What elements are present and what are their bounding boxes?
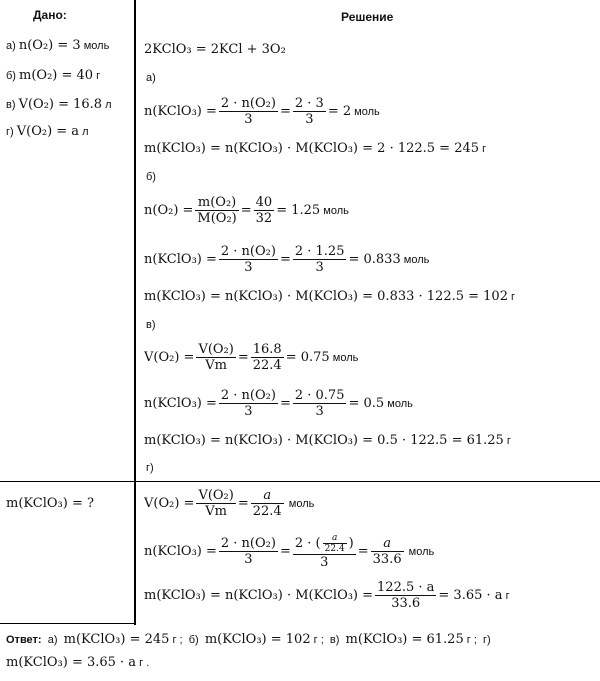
denominator: 3: [244, 552, 253, 567]
denominator: 22.4: [252, 358, 282, 373]
numerator: 16.8: [252, 342, 282, 357]
fraction: [293, 388, 347, 419]
unit: г: [506, 434, 511, 447]
answer-b-expr: m(KClO₃) = 102: [204, 632, 311, 647]
fraction: [375, 580, 436, 611]
unit: моль: [323, 204, 349, 217]
numerator: 40: [255, 195, 273, 210]
answer-d-expr: m(KClO₃) = 3.65 · a: [6, 655, 137, 670]
numerator: V(O₂): [198, 488, 234, 503]
result: = 0.75: [285, 350, 330, 365]
denominator: Vm: [205, 358, 227, 373]
n-lhs: n(KClO₃) =: [144, 104, 217, 119]
given-item-unit: л: [105, 98, 112, 111]
denominator: M(O₂): [197, 211, 237, 226]
fraction: [219, 388, 278, 419]
n-lhs: n(KClO₃) =: [144, 396, 217, 411]
fraction: [251, 342, 284, 373]
numerator: 2 · ( $\frac{a}{22.4}$ ): [294, 533, 354, 554]
answer-a-unit: г ;: [172, 633, 183, 646]
answer-c-expr: m(KClO₃) = 61.25: [345, 632, 464, 647]
unit: моль: [332, 351, 359, 364]
given-item-a: [6, 38, 109, 53]
case-d-m-equation: [144, 580, 510, 611]
denominator: 3: [244, 112, 253, 127]
equals-sign: =: [279, 104, 291, 119]
denominator: 3: [305, 112, 314, 127]
case-b-no2-equation: [144, 195, 349, 226]
inner-numerator: a: [323, 533, 347, 544]
fraction: [219, 536, 278, 567]
nested-fraction: [293, 533, 356, 570]
fraction: [219, 96, 278, 127]
case-a-m-equation: [144, 141, 486, 156]
given-item-label: а): [6, 39, 16, 52]
numerator-prefix: 2 ·: [294, 536, 312, 551]
case-a-label: а): [146, 72, 156, 84]
given-item-unit: моль: [83, 39, 110, 52]
unit: г: [482, 142, 487, 155]
solution-header: Решение: [341, 10, 394, 24]
result: = 2: [327, 104, 352, 119]
answer-c-label: в): [329, 633, 340, 646]
case-a-n-equation: [144, 96, 380, 127]
case-d-label: г): [146, 462, 154, 474]
numerator: 122.5 · a: [377, 580, 435, 595]
answer-line-1: [6, 632, 491, 647]
denominator: 3: [244, 260, 253, 275]
denominator: 3: [315, 260, 324, 275]
equals-sign: =: [237, 496, 249, 511]
case-d-v-equation: [144, 488, 314, 519]
equals-sign: =: [237, 350, 249, 365]
case-c-n-equation: [144, 388, 413, 419]
numerator: a: [371, 536, 404, 552]
v-lhs: V(O₂) =: [144, 496, 195, 511]
case-c-label: в): [146, 319, 156, 331]
case-b-n-equation: [144, 244, 429, 275]
answer-d-label: г): [483, 633, 491, 646]
case-b-label: б): [146, 171, 156, 183]
n-lhs: n(O₂) =: [144, 203, 194, 218]
given-item-label: г): [6, 125, 14, 138]
answer-b-label: б): [188, 633, 199, 646]
case-d-n-equation: [144, 533, 434, 570]
numerator: 2 · 0.75: [294, 388, 345, 403]
inner-denominator: 22.4: [324, 544, 345, 554]
numerator: V(O₂): [198, 342, 234, 357]
m-expression: m(KClO₃) = n(KClO₃) · M(KClO₃) = 0.5 · 122.5 = 61.25: [144, 433, 504, 448]
numerator: 2 · 1.25: [294, 244, 345, 259]
result: = 0.833: [348, 252, 401, 267]
given-header: Дано:: [33, 8, 67, 22]
result: = 1.25: [276, 203, 321, 218]
fraction: [293, 96, 326, 127]
v-lhs: V(O₂) =: [144, 350, 195, 365]
given-item-b: [6, 68, 100, 83]
given-item-expr: m(O₂) = 40: [19, 68, 94, 83]
answer-label: Ответ:: [6, 633, 42, 646]
numerator: 2 · n(O₂): [220, 244, 276, 259]
given-find-separator: [0, 481, 136, 482]
result: = 0.5: [348, 396, 385, 411]
given-item-unit: г: [96, 69, 101, 82]
equals-sign: =: [279, 252, 291, 267]
denominator: 33.6: [391, 596, 421, 611]
equals-sign: =: [279, 544, 291, 559]
numerator: m(O₂): [195, 195, 238, 211]
case-b-m-equation: [144, 289, 515, 304]
answer-b-unit: г ;: [313, 633, 324, 646]
numerator: a: [251, 488, 284, 504]
denominator: 3: [315, 404, 324, 419]
given-item-c: [6, 97, 112, 112]
solution-d-separator: [136, 481, 600, 482]
fraction: [371, 536, 404, 567]
numerator: 2 · n(O₂): [220, 536, 276, 551]
equals-sign: =: [279, 396, 291, 411]
fraction: [195, 195, 238, 226]
case-c-v-equation: [144, 342, 358, 373]
given-item-label: б): [6, 69, 16, 82]
fraction: [196, 488, 235, 519]
inner-fraction: [323, 533, 347, 554]
given-item-expr: V(O₂) = a: [16, 124, 80, 139]
answer-line-2: [6, 655, 149, 670]
given-item-expr: n(O₂) = 3: [18, 38, 81, 53]
n-lhs: n(KClO₃) =: [144, 544, 217, 559]
unit: моль: [387, 397, 413, 410]
denominator: 22.4: [252, 504, 282, 519]
m-expression: m(KClO₃) = n(KClO₃) · M(KClO₃) = 2 · 122.5 = 245: [144, 141, 480, 156]
denominator: 3: [320, 555, 329, 570]
given-item-d: [6, 124, 89, 139]
fraction: [251, 488, 284, 519]
answer-c-unit: г ;: [466, 633, 477, 646]
result: = 3.65 · a: [438, 588, 503, 603]
find-expression: m(KClO₃) = ?: [6, 496, 94, 511]
m-lhs: m(KClO₃) = n(KClO₃) · M(KClO₃) =: [144, 588, 374, 603]
equals-sign: =: [357, 544, 369, 559]
case-c-m-equation: [144, 433, 511, 448]
unit: моль: [403, 253, 430, 266]
denominator: 3: [244, 404, 253, 419]
answer-d-unit: г .: [139, 656, 150, 669]
column-divider: [134, 0, 136, 625]
denominator: 32: [255, 211, 273, 226]
unit: моль: [288, 497, 315, 510]
numerator: 2 · n(O₂): [220, 96, 276, 111]
fraction: [219, 244, 278, 275]
given-item-unit: л: [82, 125, 89, 138]
numerator: 2 · 3: [294, 96, 324, 111]
unit: моль: [408, 545, 435, 558]
unit: моль: [354, 105, 380, 118]
fraction: [196, 342, 235, 373]
answer-a-label: а): [47, 633, 58, 646]
unit: г: [505, 589, 510, 602]
fraction: [293, 244, 347, 275]
equals-sign: =: [240, 203, 252, 218]
given-item-label: в): [6, 98, 16, 111]
given-item-expr: V(O₂) = 16.8: [18, 97, 103, 112]
unit: г: [511, 290, 516, 303]
numerator: 2 · n(O₂): [220, 388, 276, 403]
denominator: 33.6: [372, 552, 402, 567]
fraction: [254, 195, 275, 226]
denominator: Vm: [205, 504, 227, 519]
reaction-equation: 2KClO₃ = 2KCl + 3O₂: [144, 42, 286, 57]
answer-a-expr: m(KClO₃) = 245: [63, 632, 170, 647]
n-lhs: n(KClO₃) =: [144, 252, 217, 267]
m-expression: m(KClO₃) = n(KClO₃) · M(KClO₃) = 0.833 · 122.5 = 102: [144, 289, 508, 304]
answer-separator: [0, 623, 136, 624]
